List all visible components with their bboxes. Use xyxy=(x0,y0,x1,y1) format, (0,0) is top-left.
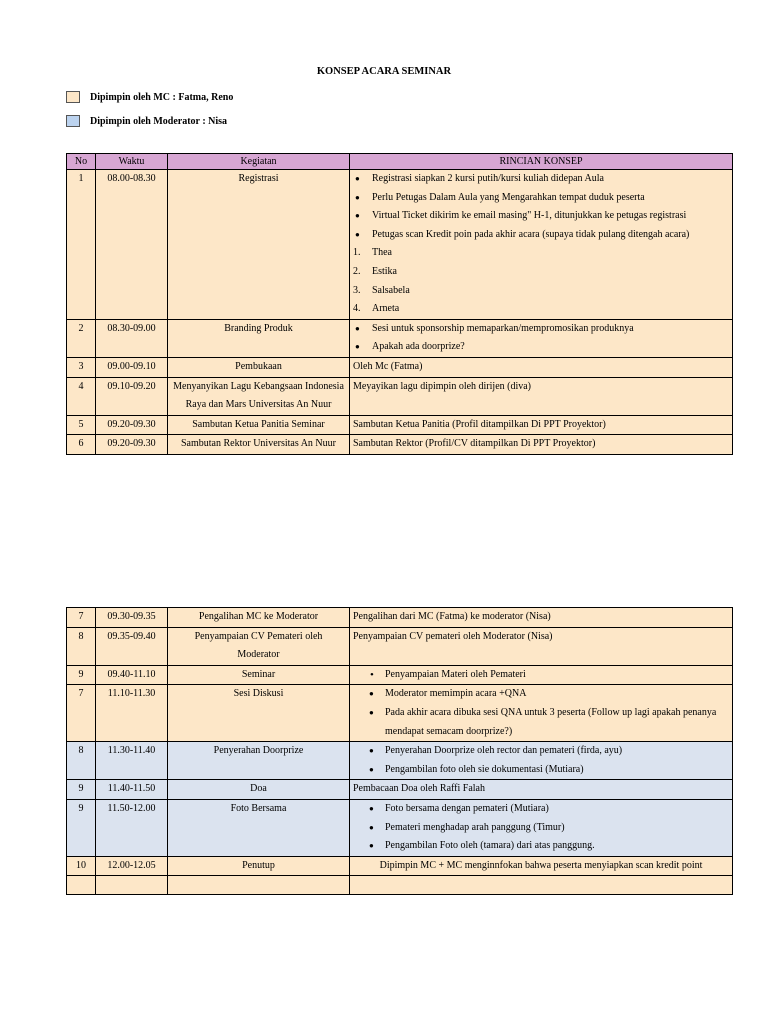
schedule-table-2 xyxy=(66,607,733,895)
cell-no: 8 xyxy=(67,742,96,780)
legend-mc-swatch xyxy=(66,91,80,103)
bullet-item: • Penyampaian Materi oleh Pemateri xyxy=(353,666,729,685)
cell-empty xyxy=(96,876,168,895)
cell-no: 7 xyxy=(67,608,96,628)
cell-waktu: 12.00-12.05 xyxy=(96,856,168,876)
cell-kegiatan: Pembukaan xyxy=(168,357,350,377)
cell-rincian: Dipimpin MC + MC menginnfokan bahwa peserta menyiapkan scan kredit point xyxy=(350,856,733,876)
bullet-item: ● Virtual Ticket dikirim ke email masing" H-1, ditunjukkan ke petugas registrasi xyxy=(353,207,729,226)
bullet-item: ● Pengambilan Foto oleh (tamara) dari atas panggung. xyxy=(353,837,729,856)
cell-no: 5 xyxy=(67,415,96,435)
table-row xyxy=(67,170,733,320)
cell-no: 10 xyxy=(67,856,96,876)
cell-no: 9 xyxy=(67,799,96,856)
bullet-item: ● Pemateri menghadap arah panggung (Timur) xyxy=(353,819,729,838)
cell-waktu: 09.40-11.10 xyxy=(96,665,168,685)
cell-waktu: 09.00-09.10 xyxy=(96,357,168,377)
cell-kegiatan: Sambutan Ketua Panitia Seminar xyxy=(168,415,350,435)
header-rincian: RINCIAN KONSEP xyxy=(350,154,733,170)
header-waktu: Waktu xyxy=(96,154,168,170)
numbered-item: 3. Salsabela xyxy=(353,284,410,296)
cell-no: 9 xyxy=(67,665,96,685)
cell-no: 1 xyxy=(67,170,96,320)
cell-rincian xyxy=(350,319,733,357)
cell-kegiatan: Branding Produk xyxy=(168,319,350,357)
cell-rincian xyxy=(350,799,733,856)
cell-kegiatan: Penyampaian CV Pemateri oleh Moderator xyxy=(168,627,350,665)
bullet-item: ● Foto bersama dengan pemateri (Mutiara) xyxy=(353,800,729,819)
table-row xyxy=(67,856,733,876)
table-row xyxy=(67,742,733,780)
cell-rincian xyxy=(350,685,733,742)
schedule-table-1 xyxy=(66,153,733,455)
legend-moderator xyxy=(66,115,227,127)
cell-kegiatan: Sambutan Rektor Universitas An Nuur xyxy=(168,435,350,455)
numbered-item: 4. Arneta xyxy=(353,303,400,315)
cell-no: 2 xyxy=(67,319,96,357)
bullet-item: ● Moderator memimpin acara +QNA xyxy=(353,685,729,704)
cell-waktu: 09.30-09.35 xyxy=(96,608,168,628)
cell-kegiatan: Doa xyxy=(168,780,350,800)
numbered-item: 1. Thea xyxy=(353,247,392,259)
cell-kegiatan: Pengalihan MC ke Moderator xyxy=(168,608,350,628)
cell-empty xyxy=(168,876,350,895)
cell-kegiatan: Sesi Diskusi xyxy=(168,685,350,742)
cell-kegiatan: Registrasi xyxy=(168,170,350,320)
cell-rincian: Sambutan Rektor (Profil/CV ditampilkan Di PPT Proyektor) xyxy=(350,435,733,455)
cell-no: 4 xyxy=(67,377,96,415)
table-row xyxy=(67,377,733,415)
cell-waktu: 09.35-09.40 xyxy=(96,627,168,665)
table-row xyxy=(67,435,733,455)
cell-waktu: 08.30-09.00 xyxy=(96,319,168,357)
table-row xyxy=(67,608,733,628)
cell-kegiatan: Penyerahan Doorprize xyxy=(168,742,350,780)
cell-waktu: 08.00-08.30 xyxy=(96,170,168,320)
cell-no: 9 xyxy=(67,780,96,800)
cell-waktu: 11.50-12.00 xyxy=(96,799,168,856)
cell-rincian: Meyayikan lagu dipimpin oleh dirijen (diva) xyxy=(350,377,733,415)
table-row-empty xyxy=(67,876,733,895)
table-row xyxy=(67,780,733,800)
bullet-item: ● Sesi untuk sponsorship memaparkan/mempromosikan produknya xyxy=(353,320,729,339)
table-header xyxy=(67,154,733,170)
bullet-item: ● Perlu Petugas Dalam Aula yang Mengarahkan tempat duduk peserta xyxy=(353,189,729,208)
bullet-item: ● Penyerahan Doorprize oleh rector dan pemateri (firda, ayu) xyxy=(353,742,729,761)
header-kegiatan: Kegiatan xyxy=(168,154,350,170)
cell-waktu: 11.40-11.50 xyxy=(96,780,168,800)
cell-empty xyxy=(350,876,733,895)
document-title: KONSEP ACARA SEMINAR xyxy=(316,66,452,77)
header-no: No xyxy=(67,154,96,170)
cell-no: 8 xyxy=(67,627,96,665)
cell-kegiatan: Penutup xyxy=(168,856,350,876)
table-row xyxy=(67,415,733,435)
cell-rincian xyxy=(350,170,733,320)
cell-no: 7 xyxy=(67,685,96,742)
cell-rincian: Penyampaian CV pemateri oleh Moderator (Nisa) xyxy=(350,627,733,665)
table-row xyxy=(67,627,733,665)
bullet-item: ● Registrasi siapkan 2 kursi putih/kursi kuliah didepan Aula xyxy=(353,170,729,189)
cell-rincian: Pengalihan dari MC (Fatma) ke moderator (Nisa) xyxy=(350,608,733,628)
cell-rincian: Sambutan Ketua Panitia (Profil ditampilkan Di PPT Proyektor) xyxy=(350,415,733,435)
legend-moderator-label: Dipimpin oleh Moderator : Nisa xyxy=(90,115,228,127)
bullet-item: ● Pengambilan foto oleh sie dokumentasi (Mutiara) xyxy=(353,761,729,780)
cell-rincian xyxy=(350,665,733,685)
cell-kegiatan: Seminar xyxy=(168,665,350,685)
table-row xyxy=(67,685,733,742)
table-row xyxy=(67,319,733,357)
cell-waktu: 09.10-09.20 xyxy=(96,377,168,415)
cell-waktu: 11.30-11.40 xyxy=(96,742,168,780)
table-row xyxy=(67,799,733,856)
cell-waktu: 11.10-11.30 xyxy=(96,685,168,742)
cell-kegiatan: Foto Bersama xyxy=(168,799,350,856)
numbered-item: 2. Estika xyxy=(353,265,397,277)
legend-mc-label: Dipimpin oleh MC : Fatma, Reno xyxy=(90,91,234,103)
legend-moderator-swatch xyxy=(66,115,80,127)
cell-no: 6 xyxy=(67,435,96,455)
bullet-item: ● Apakah ada doorprize? xyxy=(353,338,729,357)
bullet-item: ● Petugas scan Kredit poin pada akhir acara (supaya tidak pulang ditengah acara) xyxy=(353,226,729,245)
bullet-item: ● Pada akhir acara dibuka sesi QNA untuk 3 peserta (Follow up lagi apakah penanya mendapat semacam doorprize?) xyxy=(353,704,729,741)
cell-no: 3 xyxy=(67,357,96,377)
cell-rincian xyxy=(350,742,733,780)
legend-mc xyxy=(66,91,233,103)
table-row xyxy=(67,357,733,377)
cell-waktu: 09.20-09.30 xyxy=(96,415,168,435)
cell-rincian: Oleh Mc (Fatma) xyxy=(350,357,733,377)
table-row xyxy=(67,665,733,685)
cell-kegiatan: Menyanyikan Lagu Kebangsaan Indonesia Raya dan Mars Universitas An Nuur xyxy=(168,377,350,415)
cell-rincian: Pembacaan Doa oleh Raffi Falah xyxy=(350,780,733,800)
cell-empty xyxy=(67,876,96,895)
cell-waktu: 09.20-09.30 xyxy=(96,435,168,455)
